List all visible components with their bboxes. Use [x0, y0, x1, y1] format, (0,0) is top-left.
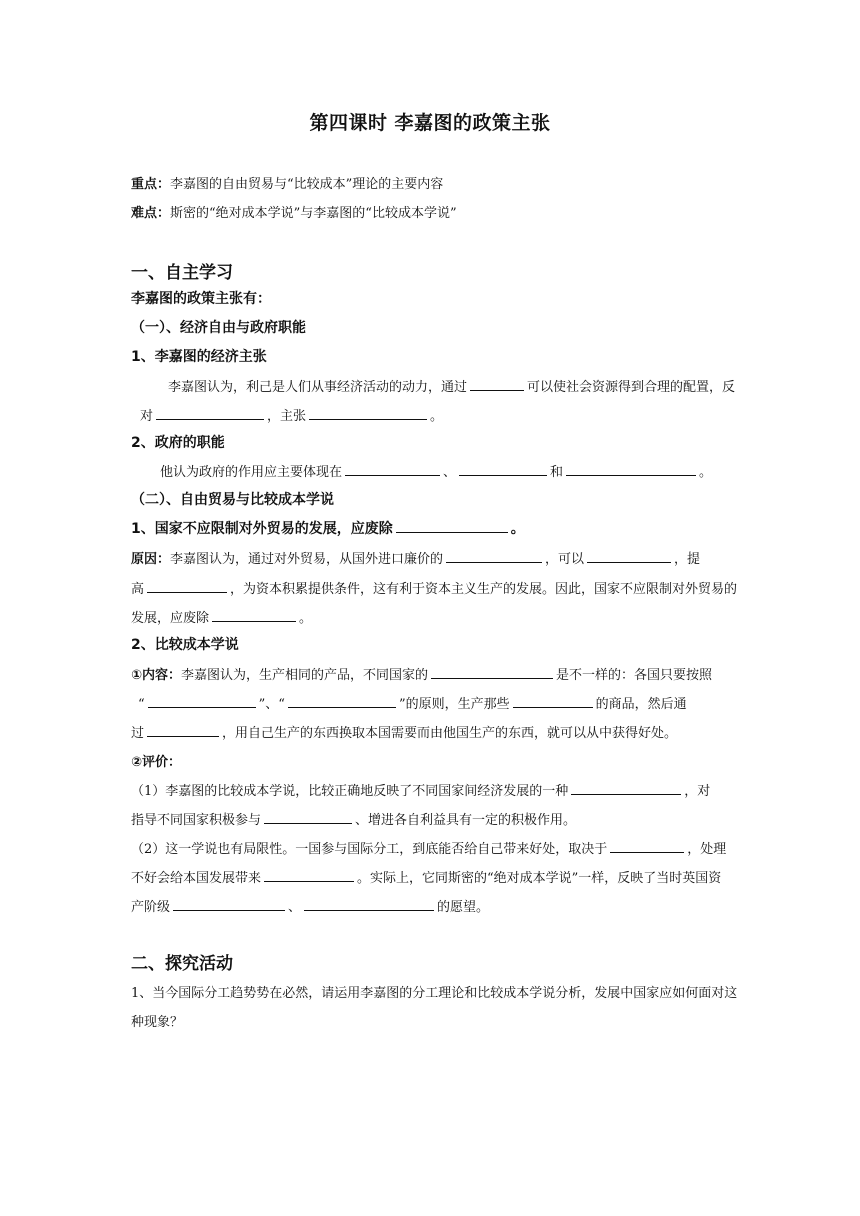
text-fragment: ，用自己生产的东西换取本国需要而由他国生产的东西，就可以从中获得好处。	[222, 726, 678, 741]
text-fragment: ，对	[684, 784, 711, 799]
fill-blank[interactable]	[288, 694, 396, 708]
text-fragment: ，为资本积累提供条件，这有利于资本主义生产的发展。因此，国家不应限制对外贸易的	[230, 582, 738, 597]
difficulty-label: 难点：	[131, 206, 171, 221]
text-fragment: 和	[550, 465, 564, 480]
text-fragment: 。	[510, 521, 525, 537]
evaluation-line4	[131, 867, 721, 886]
text-fragment: （1）李嘉图的比较成本学说，比较正确地反映了不同国家间经济发展的一种	[131, 784, 569, 799]
text-fragment: 、增进各自利益具有一定的积极作用。	[355, 813, 577, 828]
text-fragment: 是不一样的：各国只要按照	[556, 668, 713, 683]
text-fragment: 指导不同国家积极参与	[131, 813, 262, 828]
evaluation-line1	[131, 780, 710, 799]
focus-line	[131, 173, 443, 192]
text-fragment: 的商品，然后通	[595, 697, 687, 712]
text-fragment: ”的原则，生产那些	[398, 697, 510, 712]
reason-line1	[131, 548, 700, 567]
subsection-heading-economic-freedom: （一）、经济自由与政府职能	[131, 320, 306, 336]
paragraph-economic-views-line2	[140, 405, 443, 424]
fill-blank[interactable]	[587, 549, 671, 563]
text-fragment: 不好会给本国发展带来	[131, 871, 262, 886]
text-fragment: 。	[699, 465, 713, 480]
fill-blank[interactable]	[147, 723, 219, 737]
fill-blank[interactable]	[147, 579, 227, 593]
text-fragment: 的愿望。	[437, 900, 490, 915]
text-fragment: 可以使社会资源得到合理的配置，反	[527, 380, 736, 395]
fill-blank[interactable]	[446, 549, 542, 563]
text-fragment: ，主张	[267, 409, 307, 424]
reason-line3	[131, 607, 312, 626]
text-fragment: ”、“	[258, 697, 285, 712]
fill-blank[interactable]	[513, 694, 593, 708]
item-heading-economic-views: 1、李嘉图的经济主张	[131, 349, 267, 365]
text-fragment: 李嘉图认为，通过对外贸易，从国外进口廉价的	[170, 552, 444, 567]
paragraph-government-role	[160, 461, 712, 480]
fill-blank[interactable]	[264, 868, 354, 882]
difficulty-text: 斯密的“绝对成本学说”与李嘉图的“比较成本学说”	[170, 206, 457, 221]
fill-blank[interactable]	[470, 377, 524, 391]
page-title: 第四课时 李嘉图的政策主张	[309, 112, 551, 134]
text-fragment: “	[138, 697, 145, 712]
paragraph-economic-views-line1	[168, 376, 735, 395]
fill-blank[interactable]	[173, 897, 285, 911]
content-label: ①内容：	[131, 668, 182, 683]
text-fragment: （2）这一学说也有局限性。一国参与国际分工，到底能否给自己带来好处，取决于	[131, 842, 608, 857]
text-fragment: ，可以	[545, 552, 585, 567]
text-fragment: 过	[131, 726, 145, 741]
fill-blank[interactable]	[566, 462, 696, 476]
fill-blank[interactable]	[431, 665, 553, 679]
difficulty-line	[131, 202, 457, 221]
evaluation-line2	[131, 809, 576, 828]
subsection-heading-free-trade: （二）、自由贸易与比较成本学说	[131, 492, 334, 508]
text-fragment: 。	[299, 611, 313, 626]
fill-blank[interactable]	[571, 781, 681, 795]
content-line2	[138, 693, 687, 712]
fill-blank[interactable]	[264, 810, 352, 824]
item-heading-abolish	[131, 518, 525, 538]
fill-blank[interactable]	[610, 839, 684, 853]
text-fragment: 。实际上，它同斯密的“绝对成本学说”一样，反映了当时英国资	[357, 871, 722, 886]
text-fragment: 他认为政府的作用应主要体现在	[160, 465, 343, 480]
policy-intro: 李嘉图的政策主张有：	[131, 291, 271, 307]
text-fragment: ，提	[674, 552, 701, 567]
fill-blank[interactable]	[309, 406, 427, 420]
fill-blank[interactable]	[212, 608, 296, 622]
reason-line2	[131, 578, 737, 597]
text-fragment: 李嘉图认为，利己是人们从事经济活动的动力，通过	[168, 380, 468, 395]
text-fragment: 李嘉图认为，生产相同的产品，不同国家的	[181, 668, 429, 683]
fill-blank[interactable]	[345, 462, 440, 476]
text-fragment: 、	[288, 900, 302, 915]
fill-blank[interactable]	[148, 694, 256, 708]
item-heading-government-role: 2、政府的职能	[131, 435, 225, 451]
text-fragment: 1、国家不应限制对外贸易的发展，应废除	[131, 521, 393, 537]
item-heading-comparative-cost: 2、比较成本学说	[131, 637, 239, 653]
text-fragment: ，处理	[687, 842, 727, 857]
text-fragment: 。	[430, 409, 444, 424]
fill-blank[interactable]	[396, 519, 508, 533]
text-fragment: 产阶级	[131, 900, 171, 915]
inquiry-question-line1: 1、当今国际分工趋势势在必然，请运用李嘉图的分工理论和比较成本学说分析，发展中国家应如何面对这	[131, 986, 738, 1001]
focus-label: 重点：	[131, 177, 171, 192]
content-line1	[131, 664, 712, 683]
section-heading-self-study: 一、自主学习	[131, 263, 233, 283]
reason-label: 原因：	[131, 552, 171, 567]
fill-blank[interactable]	[156, 406, 264, 420]
section-heading-inquiry: 二、探究活动	[131, 954, 233, 974]
content-line3	[131, 722, 677, 741]
inquiry-question-line2: 种现象？	[131, 1015, 184, 1030]
evaluation-label: ②评价：	[131, 755, 182, 770]
fill-blank[interactable]	[459, 462, 547, 476]
evaluation-line3	[131, 838, 726, 857]
text-fragment: 高	[131, 582, 145, 597]
evaluation-line5	[131, 896, 489, 915]
fill-blank[interactable]	[304, 897, 434, 911]
text-fragment: 、	[443, 465, 457, 480]
focus-text: 李嘉图的自由贸易与“比较成本”理论的主要内容	[170, 177, 444, 192]
text-fragment: 对	[140, 409, 154, 424]
text-fragment: 发展，应废除	[131, 611, 210, 626]
